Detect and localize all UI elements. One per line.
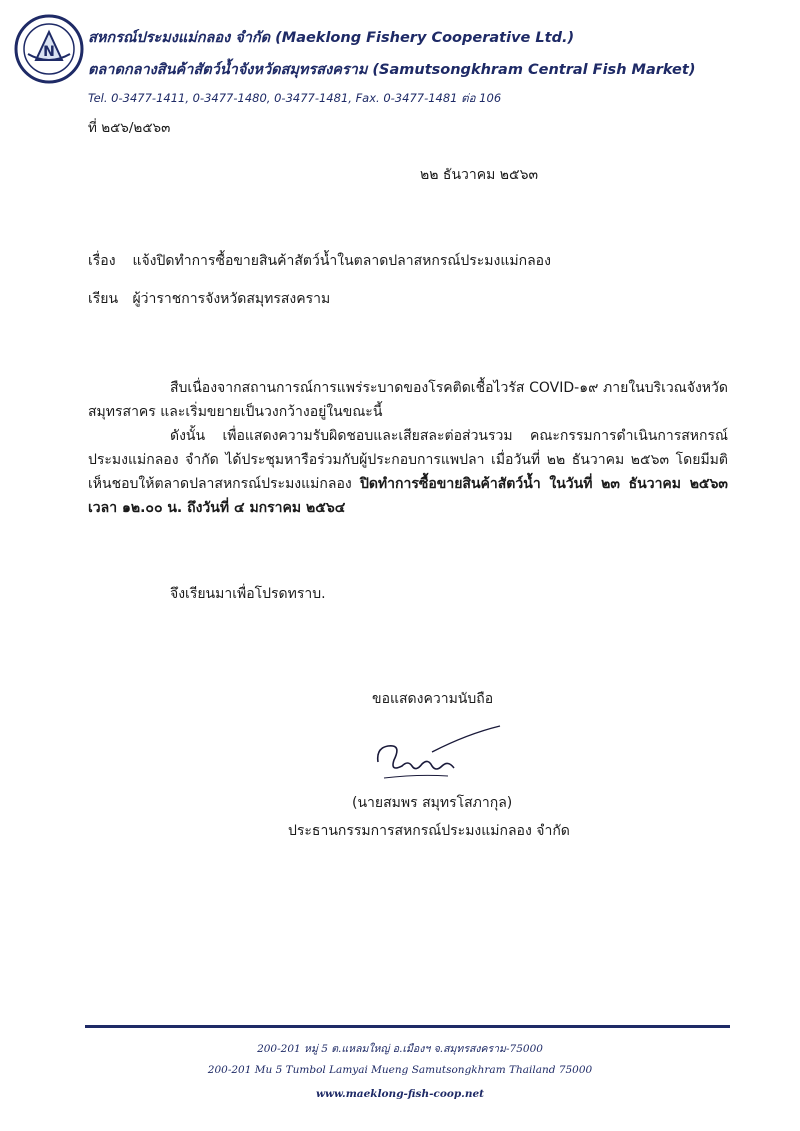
letter-body — [88, 376, 728, 520]
paragraph-2-emphasis: ปิดทำการซื้อขายสินค้าสัตว์น้ำ ในวันที่ ๒๓ ธันวาคม ๒๕๖๓ เวลา ๑๒.๐๐ น. ถึงวันที่ ๔ มกราคม ๒๕๖๔ — [88, 476, 728, 516]
market-name: ตลาดกลางสินค้าสัตว์น้ำจังหวัดสมุทรสงคราม (Samutsongkhram Central Fish Market) — [88, 62, 696, 78]
footer-address-en: 200-201 Mu 5 Tumbol Lamyai Mueng Samutsongkhram Thailand 75000 — [207, 1064, 593, 1076]
paragraph-2-text: ดังนั้น เพื่อแสดงความรับผิดชอบและเสียสละต่อส่วนรวม คณะกรรมการดำเนินการสหกรณ์ประมงแม่กลอง จำกัด ได้ประชุมหารือร่วมกับผู้ประกอบการแพปลา เมื่อวันที่ ๒๒ ธันวาคม ๒๕๖๓ โดยมีมติเห็นชอบให้ตลาดปลาสหกรณ์ประมงแม่กลอง — [88, 428, 728, 492]
paragraph-1: สืบเนื่องจากสถานการณ์การแพร่ระบาดของโรคติดเชื้อไวรัส COVID-๑๙ ภายในบริเวณจังหวัดสมุทรสาคร และเริ่มขยายเป็นวงกว้างอยู่ในขณะนี้ — [88, 380, 728, 420]
recipient-text: ผู้ว่าราชการจังหวัดสมุทรสงคราม — [132, 291, 331, 307]
reference-number: ที่ ๒๕๖/๒๕๖๓ — [88, 120, 171, 136]
footer-address-th: 200-201 หมู่ 5 ต.แหลมใหญ่ อ.เมืองฯ จ.สมุทรสงคราม-75000 — [257, 1043, 543, 1055]
subject-text: แจ้งปิดทำการซื้อขายสินค้าสัตว์น้ำในตลาดปลาสหกรณ์ประมงแม่กลอง — [132, 253, 551, 269]
recipient-line — [88, 288, 330, 310]
signer-name: (นายสมพร สมุทรโสภากุล) — [352, 795, 513, 811]
closing-line: จึงเรียนมาเพื่อโปรดทราบ. — [170, 586, 326, 602]
cooperative-seal-icon — [14, 14, 84, 84]
paragraph-2 — [88, 424, 728, 520]
subject-line — [88, 250, 551, 272]
regards-line: ขอแสดงความนับถือ — [372, 691, 494, 707]
recipient-label: เรียน — [88, 291, 119, 307]
contact-info: Tel. 0-3477-1411, 0-3477-1480, 0-3477-1481, Fax. 0-3477-1481 ต่อ 106 — [88, 91, 502, 105]
footer-website: www.maeklong-fish-coop.net — [315, 1088, 484, 1100]
logo-letter: N — [43, 44, 55, 60]
subject-label: เรื่อง — [88, 253, 116, 269]
signer-title: ประธานกรรมการสหกรณ์ประมงแม่กลอง จำกัด — [288, 823, 570, 839]
letter-date: ๒๒ ธันวาคม ๒๕๖๓ — [420, 167, 539, 183]
signature — [372, 722, 512, 784]
footer-divider — [85, 1025, 730, 1028]
organization-name: สหกรณ์ประมงแม่กลอง จำกัด (Maeklong Fishery Cooperative Ltd.) — [88, 30, 575, 46]
